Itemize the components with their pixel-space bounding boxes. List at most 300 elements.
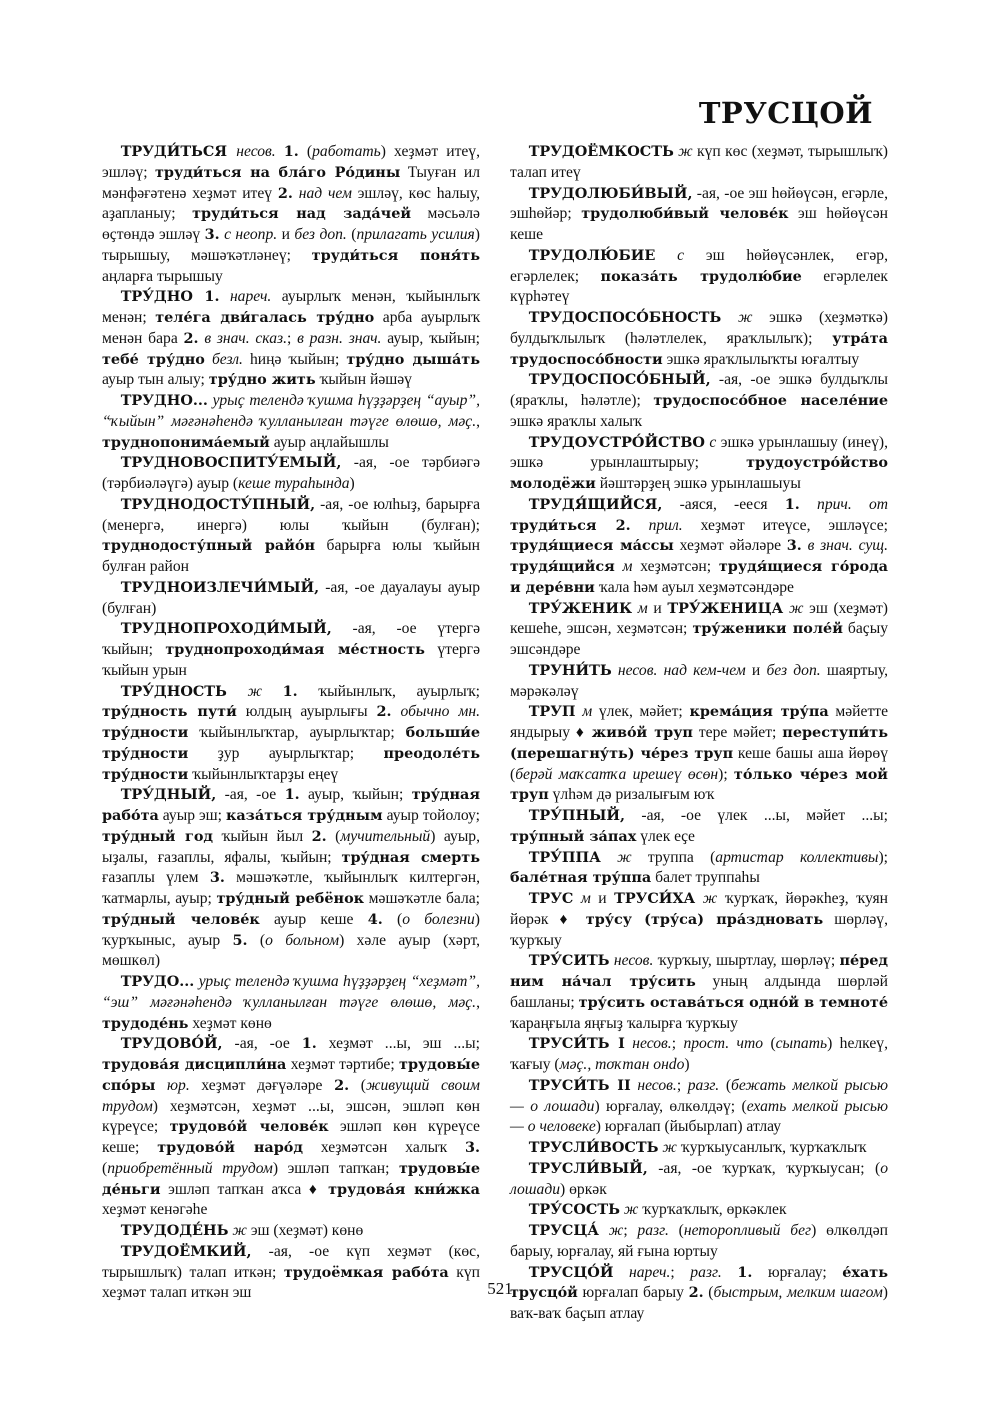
definition-text: ( — [349, 1076, 366, 1094]
headword-text: тру́дности — [102, 724, 189, 741]
grammar-label: ж — [788, 599, 804, 617]
dictionary-entry — [510, 848, 888, 890]
definition-text — [615, 558, 623, 575]
dictionary-entry — [102, 785, 480, 972]
definition-text: -ая, -ое эш һөйөүсән, егәрле, эшһөйәр; — [510, 184, 888, 223]
grammar-label: ж — [232, 1222, 247, 1239]
grammar-label: без доп. — [294, 226, 347, 243]
headword-text: ТРУ́ДНОСТЬ — [120, 682, 227, 700]
definition-text — [219, 288, 229, 305]
running-head: ТРУСЦОЙ — [698, 96, 873, 130]
definition-text: хеҙмәт ...ы, эш ...ы; — [316, 1035, 480, 1053]
headword-text: ТРУСЦО́Й — [528, 1263, 614, 1281]
dictionary-entry — [102, 972, 480, 1034]
headword-text: трудово́й челове́к — [169, 1118, 329, 1136]
headword-text: ТРУДНОИЗЛЕЧИ́МЫЙ, — [120, 578, 320, 596]
definition-text: эш һөйөүсән кеше — [510, 205, 888, 243]
headword-text: тру́дная рабо́та — [102, 786, 480, 824]
right-column — [510, 142, 888, 1325]
grammar-label: берәй маҡсатҡа ирешеү өсөн — [515, 765, 719, 783]
dictionary-entry — [510, 1221, 888, 1263]
dictionary-entry — [510, 1159, 888, 1201]
headword-text: ТРУС — [528, 890, 574, 907]
definition-text: Тыуған ил мәнфәғәтенә хеҙмәт итеү — [102, 163, 480, 202]
definition-text: хеҙмәтсән халыҡ — [303, 1139, 465, 1156]
grammar-label: быстрым, мелким шагом — [713, 1284, 883, 1302]
grammar-label: артистар коллективы — [715, 848, 879, 866]
grammar-label: м — [637, 599, 648, 617]
dictionary-entry — [510, 246, 888, 308]
definition-text: егәрлелек күрһәтеү — [510, 267, 889, 306]
definition-text — [721, 309, 738, 326]
headword-text: ТРУДОВО́Й, — [120, 1035, 223, 1053]
definition-text: юрғалап барыу — [577, 1284, 689, 1302]
headword-text: ТРУДНОПРОХОДИ́МЫЙ, — [120, 620, 332, 638]
headword-text: тру́дно жить — [208, 371, 316, 389]
headword-text: ТРУ́ДНЫЙ, — [120, 786, 217, 804]
headword-text: бале́тная тру́ппа — [510, 869, 652, 887]
grammar-label: в знач. сущ. — [807, 537, 888, 555]
grammar-label: ж — [737, 309, 753, 326]
headword-text: 2. — [688, 1284, 704, 1302]
headword-text: ТРУ́СИТЬ — [528, 952, 610, 970]
definition-text: ) ауыр, ыҙалы, ғазаплы, яфалы, ҡыйын; — [102, 827, 480, 866]
definition-text: мәшәҡәтле бала; — [364, 890, 480, 907]
definition-text — [227, 683, 248, 700]
headword-text: утра́та трудоспосо́бности — [510, 329, 888, 368]
dictionary-entry — [510, 433, 888, 495]
dictionary-entry — [102, 391, 480, 453]
dictionary-entry — [102, 682, 480, 786]
definition-text — [601, 849, 617, 866]
grammar-label: ж — [608, 1222, 624, 1239]
grammar-label: о лошади — [510, 1159, 888, 1198]
dictionary-entry — [510, 661, 888, 703]
grammar-label: с — [709, 433, 717, 451]
headword-text: 1. — [737, 1263, 753, 1281]
headword-text: трудоспосо́бное населе́ние — [653, 392, 888, 409]
definition-text — [276, 143, 284, 160]
grammar-label: работать — [312, 143, 381, 160]
headword-text: 2. — [376, 703, 392, 721]
dictionary-entry — [510, 951, 888, 1034]
headword-text: ТРУСИ́ТЬ II — [528, 1076, 631, 1094]
definition-text: үлек еҫе — [636, 827, 695, 845]
definition-text: ) һелкеү, ҡағыу ( — [510, 1035, 888, 1073]
definition-text: -ая, -ое үлек ...ы, мәйет ...ы; — [625, 807, 888, 824]
grammar-label: о больном — [265, 931, 340, 949]
grammar-label: юр. — [167, 1076, 190, 1094]
definition-text: барырға юлы ҡыйын булған район — [102, 537, 480, 575]
dictionary-entry — [510, 1138, 888, 1159]
headword-text: труди́ться на бла́го Ро́дины — [155, 163, 401, 181]
headword-text: тру́сить остава́ться одно́й в темноте́ — [578, 993, 888, 1011]
headword-text: ТРУСЦА́ — [528, 1222, 600, 1239]
definition-text: үтергә ҡыйын урын — [102, 641, 480, 679]
definition-text: аңларға тырышыу — [102, 267, 223, 285]
headword-text: 5. — [232, 931, 248, 949]
headword-text: 1. — [283, 143, 299, 160]
definition-text: ҡыйын йәшәү — [315, 371, 412, 389]
definition-text: -ая, -ое үтергә ҡыйын; — [102, 620, 480, 658]
definition-text: ҡурҡаҡ, йөрәкһеҙ, ҡуян йөрәк ♦ — [510, 890, 888, 928]
grammar-label: ж — [617, 848, 632, 866]
definition-text: -аяся, -ееся — [662, 495, 785, 513]
grammar-label: без доп. — [766, 661, 821, 679]
grammar-label: ж — [678, 143, 693, 160]
headword-text: тру́дный челове́к — [102, 910, 260, 928]
definition-text: ауыр тын алыу; — [102, 371, 209, 389]
dictionary-entry — [510, 495, 888, 599]
grammar-label: несов. — [236, 143, 276, 160]
definition-text: үлек, мәйет; — [592, 703, 690, 721]
definition-text — [262, 683, 283, 700]
headword-text: тру́пный за́пах — [510, 827, 637, 845]
definition-text: ; — [623, 1222, 638, 1239]
definition-text: ; — [676, 1076, 688, 1094]
definition-text — [655, 247, 677, 264]
grammar-label: несов. — [632, 1035, 672, 1053]
definition-text — [205, 351, 212, 368]
definition-text: ҙур ауырлыҡтар; — [188, 744, 384, 762]
dictionary-entry — [510, 1076, 888, 1138]
headword-text: трудоде́нь — [102, 1014, 189, 1032]
headword-text: тру́дный год — [102, 827, 214, 845]
definition-text: ҡыйынлыҡтар, ауырлыҡтар; — [188, 724, 406, 741]
definition-text: хеҙмәтсән; — [632, 558, 719, 575]
headword-text: трудя́щийся — [510, 558, 615, 575]
grammar-label: прич. от — [817, 495, 889, 513]
definition-text — [722, 1264, 738, 1281]
definition-text: хеҙмәт тәртибе; — [286, 1056, 400, 1073]
grammar-label: разг. — [687, 1076, 720, 1094]
dictionary-entry — [102, 1034, 480, 1221]
headword-text: труднопонима́емый — [102, 433, 270, 451]
headword-text: 3. — [786, 537, 802, 555]
definition-text: -ая, -ое — [222, 1035, 302, 1053]
dictionary-entry — [102, 453, 480, 495]
dictionary-entry — [102, 619, 480, 681]
headword-text: тру́дность пути́ — [102, 703, 237, 721]
grammar-label: урыҫ телендә ҡушма һүҙҙәрҙең “хеҙмәт”, “эш” мәғәнәһендә ҡулланылған тәүге өлөшө, мәҫ. — [102, 973, 480, 1011]
definition-text — [613, 1264, 629, 1281]
grammar-label: о болезни — [402, 910, 475, 928]
definition-text: балет труппаһы — [651, 869, 760, 887]
headword-text: е́хать трусцо́й — [510, 1263, 888, 1302]
grammar-label: ж — [702, 890, 718, 907]
grammar-label: над чем — [298, 184, 352, 202]
definition-text: эшкә урынлашыу (инеү), эшкә урынлаштырыу; — [510, 433, 888, 472]
headword-text: ТРУ́ППА — [528, 848, 601, 866]
definition-text: ) хеҙмәтсән, хеҙмәт ...ы, эшсән, эшләп көн күреүсе; — [102, 1097, 480, 1136]
grammar-label: несов. над кем-чем — [617, 661, 746, 679]
definition-text: эшләп тапҡан аҡса ♦ — [160, 1180, 329, 1198]
definition-text: ); — [718, 765, 734, 783]
definition-text: ) өркәк — [560, 1180, 607, 1198]
grammar-label: прилагать усилия — [356, 226, 475, 243]
definition-text: ҡурҡыу, шыртлау, шөрләү; — [653, 952, 840, 970]
grammar-label: нареч. — [229, 288, 272, 306]
headword-text: ТРУДОЁМКИЙ, — [120, 1242, 252, 1260]
definition-text: ҡыйынлыҡтарҙы еңеү — [188, 765, 339, 783]
definition-text: ) ваҡ-ваҡ баҫып атлау — [510, 1284, 888, 1322]
headword-text: трудя́щиеся го́рода и дере́вни — [510, 558, 888, 596]
definition-text: шаяртыу, мәрәкәләү — [510, 661, 888, 700]
headword-text: 3. — [209, 869, 225, 887]
grammar-label: неторопливый бег — [683, 1222, 812, 1239]
grammar-label: прост. что — [683, 1035, 764, 1053]
headword-text: труднодосту́пный райо́н — [102, 537, 316, 555]
headword-text: ТРУ́ДНО 1. — [120, 288, 220, 306]
definition-text: эш (хеҙмәт) көнө — [246, 1222, 364, 1239]
headword-text: ТРУДНОДОСТУ́ПНЫЙ, — [120, 495, 316, 513]
definition-text: йәштәрҙең эшкә урынлашыуы — [595, 475, 801, 492]
dictionary-entry — [510, 702, 888, 806]
definition-text: эшкә яраҡлылыҡты юғалтыу — [662, 350, 860, 368]
definition-text: ҡыйын йыл — [213, 827, 312, 845]
definition-text: һиңә ҡыйын; — [242, 350, 347, 368]
definition-text: ( — [346, 226, 357, 243]
definition-text: эшләп көн күреүсе кеше; — [102, 1118, 480, 1156]
definition-text: ауыр тойолоу; — [382, 807, 480, 824]
definition-text: күп көс (хеҙмәт, тырышлыҡ) талап итеү — [510, 143, 888, 181]
definition-text: ( — [247, 931, 266, 949]
grammar-label: безл. — [211, 350, 243, 368]
headword-text: показа́ть трудолю́бие — [600, 267, 802, 285]
headword-text: тру́дная смерть — [341, 848, 480, 866]
definition-text: күп хеҙмәт талап иткән эш — [102, 1263, 480, 1302]
headword-text: больши́е тру́дности — [102, 724, 480, 762]
headword-text: тру́дно дыша́ть — [346, 350, 480, 368]
headword-text: ТРУДОЁМКОСТЬ — [528, 143, 674, 160]
headword-text: трудоёмкая рабо́та — [283, 1263, 449, 1281]
headword-text: ТРУНИ́ТЬ — [528, 661, 612, 679]
definition-text: ; — [670, 1263, 691, 1281]
dictionary-entry — [510, 806, 888, 848]
definition-text: ) хеҙмәт итеү, эшләү; — [102, 143, 481, 181]
definition-text: -ая, -ое күп хеҙмәт (көс, тырышлыҡ) талап иткән; — [102, 1242, 480, 1281]
definition-text: ( — [382, 910, 403, 928]
definition-text: и — [590, 890, 615, 907]
definition-text: уның алдында шөрләй башланы; — [510, 973, 888, 1011]
grammar-label: разг. — [637, 1222, 669, 1239]
definition-text: ( — [326, 827, 341, 845]
grammar-label: живущий своим трудом — [102, 1076, 480, 1115]
grammar-label: ж — [247, 682, 262, 700]
headword-text: 4. — [367, 910, 383, 928]
definition-text: ) эшләп тапҡан; — [272, 1159, 400, 1177]
definition-text: тере мәйет; — [692, 724, 783, 741]
definition-text: мәшәҡәтле, ҡыйынлыҡ килтергән, ҡатмарлы, ауыр; — [102, 869, 480, 907]
headword-text: тру́женики поле́й — [692, 620, 843, 638]
definition-text — [573, 890, 580, 907]
definition-text: эшкә (хеҙмәткә) булдыҡлылыҡ (һәләтлелек, яраҡлылыҡ); — [510, 309, 888, 347]
headword-text: труди́ться поня́ть — [311, 246, 480, 264]
headword-text: живо́й труп — [591, 724, 693, 741]
definition-text: ) ҡурҡыныс, ауыр — [102, 910, 480, 949]
headword-text: трудовы́е де́ньги — [102, 1159, 480, 1198]
definition-text: и — [745, 661, 767, 679]
grammar-label: сыпать — [775, 1035, 828, 1053]
headword-text: труди́ться над зада́чей — [192, 205, 412, 223]
definition-text: -ая, -ое ҡурҡаҡ, ҡурҡыусан; ( — [647, 1159, 881, 1177]
definition-text: ғазаплы үлем — [102, 869, 210, 887]
headword-text: ТРУ́ПНЫЙ, — [528, 807, 626, 824]
definition-text — [599, 1222, 609, 1239]
headword-text: 3. — [464, 1139, 480, 1156]
dictionary-entry — [102, 1221, 480, 1242]
grammar-label: в знач. сказ. — [204, 329, 287, 347]
definition-text: хеҙмәт итеүсе, эшләүсе; — [682, 516, 888, 534]
definition-text: ( — [719, 1076, 732, 1094]
definition-text: эшләү, көс һалыу, аҙапланыу; — [102, 184, 480, 223]
definition-text: ҡыйынлыҡ, ауырлыҡ; — [297, 682, 480, 700]
definition-text: кеше башы аша йөрөү ( — [510, 744, 888, 783]
definition-text: -ая, -ое — [216, 786, 285, 804]
dictionary-entry — [510, 599, 888, 661]
definition-text: ( — [102, 1159, 108, 1177]
headword-text: ТРУДЯ́ЩИЙСЯ, — [528, 495, 663, 513]
headword-text: ТРУ́СОСТЬ — [528, 1201, 620, 1219]
definition-text: ) хәле ауыр (хәрт, мөшкөл) — [102, 931, 480, 970]
definition-text: ); — [878, 848, 888, 866]
grammar-label: м — [622, 558, 633, 575]
headword-text: теле́га дви́галась тру́дно — [155, 309, 375, 326]
definition-text — [631, 517, 649, 534]
definition-text: ауыр кеше — [259, 910, 368, 928]
dictionary-entry — [102, 142, 480, 287]
definition-text: и — [277, 226, 295, 243]
definition-text: үлһәм дә ризалығым юҡ — [548, 786, 715, 804]
dictionary-entry — [102, 287, 480, 391]
headword-text: крема́ция тру́па — [689, 703, 829, 721]
headword-text: ТРУ́ЖЕНИК — [528, 599, 633, 617]
definition-text: мәйетте яндырыу ♦ — [510, 703, 888, 741]
grammar-label: с — [677, 246, 685, 264]
dictionary-entry — [510, 1200, 888, 1221]
headword-text: пе́ред ним на́чал тру́сить — [510, 952, 888, 990]
definition-text: ауыр, ҡыйын; — [381, 329, 480, 347]
definition-text: ҡала һәм ауыл хеҙмәтсәндәре — [594, 578, 794, 596]
definition-text: хеҙмәт кенәгәһе — [102, 1201, 208, 1219]
headword-text: тру́су (тру́са) пра́здновать — [585, 910, 824, 928]
grammar-label: ехать мелкой рысью — о человеке — [510, 1097, 889, 1136]
headword-text: трудолюби́вый челове́к — [581, 205, 789, 223]
definition-text: ҡараңғыла яңғыҙ ҡалырға ҡурҡыу — [510, 1014, 738, 1032]
definition-text: -ая, -ое тәрбиәгә (тәрбиәләүгә) ауыр ( — [102, 454, 480, 492]
dictionary-entry — [510, 889, 888, 951]
definition-text — [155, 1077, 167, 1094]
definition-text — [695, 890, 702, 907]
headword-text: ТРУДНО... — [120, 392, 208, 409]
definition-text: ( — [703, 1284, 714, 1302]
definition-text: ( — [668, 1222, 684, 1239]
definition-text: -ая, -ое дауалауы ауыр (булған) — [102, 578, 480, 617]
definition-text: ) юрғалап (йыбырлап) атлау — [595, 1118, 782, 1136]
dictionary-entry — [102, 495, 480, 578]
headword-text: 2. — [277, 184, 293, 202]
headword-text: 2. — [311, 827, 327, 845]
definition-text: баҫыу эшсәндәре — [510, 620, 888, 658]
headword-text: ТРУСИ́ХА — [614, 890, 696, 907]
grammar-label: в разн. знач. — [297, 329, 382, 347]
headword-text: тебе́ тру́дно — [102, 350, 205, 368]
headword-text: 1. — [284, 786, 300, 804]
headword-text: 2. — [334, 1076, 350, 1094]
definition-text: юлдың ауырлығы — [236, 703, 377, 721]
definition-text: мәсьәлә өҫтөндә эшләү — [102, 205, 480, 243]
dictionary-entry — [510, 370, 888, 432]
headword-text: 1. — [784, 495, 800, 513]
definition-text: хеҙмәт әйәләре — [673, 537, 787, 555]
definition-text: ҡурҡыусанлыҡ, ҡурҡаҡлыҡ — [676, 1139, 867, 1156]
definition-text: ауыр аңлайышлы — [269, 433, 389, 451]
definition-text: , — [476, 412, 480, 430]
definition-text: ; — [671, 1035, 684, 1053]
definition-text: и — [647, 599, 668, 617]
definition-text: арба ауырлыҡ менән бара — [102, 309, 481, 347]
definition-text: ауыр, ҡыйын; — [299, 786, 412, 804]
headword-text: ТРУДОСПОСО́БНЫЙ, — [528, 371, 711, 389]
headword-text: трудова́я кни́жка — [328, 1180, 480, 1198]
headword-text: ТРУ́ЖЕНИЦА — [667, 599, 784, 617]
headword-text: ТРУДИ́ТЬСЯ — [120, 143, 237, 160]
definition-text: ( — [298, 143, 313, 160]
headword-text: 1. — [282, 682, 298, 700]
definition-text — [392, 703, 401, 720]
headword-text: трудовы́е спо́ры — [102, 1056, 480, 1094]
grammar-label: несов. — [637, 1076, 677, 1094]
grammar-label: ж — [662, 1139, 677, 1156]
grammar-label: м — [582, 703, 593, 721]
definition-text: -ая, -ое эшкә булдыҡлы (яраҡлы, һәләтле); — [510, 371, 888, 409]
headword-text: ТРУДОСПОСО́БНОСТЬ — [528, 309, 722, 326]
definition-text: ҡурҡаҡлыҡ, өркәклек — [638, 1201, 787, 1219]
definition-text: ( — [763, 1035, 776, 1053]
definition-text: ) юрғалау, өлкөлдәү; ( — [594, 1097, 747, 1115]
definition-text: , — [476, 993, 480, 1011]
definition-text: ауыр эш; — [158, 807, 226, 824]
headword-text: 1. — [301, 1035, 317, 1053]
headword-text: трудоустро́йство молодёжи — [510, 454, 888, 492]
definition-text: хеҙмәт дәғүәләре — [189, 1076, 335, 1094]
definition-text: ) — [684, 1056, 690, 1073]
headword-text: ТРУСЛИ́ВЫЙ, — [528, 1159, 648, 1177]
headword-text: переступи́ть (перешагну́ть) че́рез труп — [510, 724, 888, 762]
definition-text: ) өлкөлдәп барыу, юрғалау, яй ғына юртыу — [510, 1222, 889, 1260]
grammar-label: обычно мн. — [400, 703, 480, 721]
headword-text: ТРУДОЛЮБИ́ВЫЙ, — [528, 184, 693, 202]
headword-text: ТРУДОЛЮ́БИЕ — [528, 246, 656, 264]
definition-text: хеҙмәт көнө — [188, 1014, 272, 1032]
definition-text: -ая, -ое юлһыҙ, барырға (менергә, инергә) юлы ҡыйын (булған); — [102, 495, 480, 534]
definition-text: эш һөйөүсәнлек, егәр, егәрлелек; — [510, 246, 888, 285]
dictionary-entry — [510, 142, 888, 184]
headword-text: преодоле́ть тру́дности — [102, 744, 480, 783]
grammar-label: урыҫ телендә ҡушма һүҙҙәрҙең “ауыр”, “ҡыйын” мәғәнәһендә ҡулланылған тәүге өлөшө, мәҫ. — [102, 392, 480, 430]
grammar-label: нареч. — [629, 1263, 671, 1281]
definition-text: ; — [286, 329, 298, 347]
definition-text: юрғалау; — [752, 1263, 843, 1281]
page-number: 521 — [487, 1279, 513, 1298]
headword-text: ТРУДОУСТРО́ЙСТВО — [528, 433, 705, 451]
headword-text: то́лько че́рез мой труп — [510, 765, 888, 804]
dictionary-entry — [510, 308, 888, 370]
headword-text: каза́ться тру́дным — [225, 807, 383, 824]
headword-text: ТРУДНОВОСПИТУ́ЕМЫЙ, — [120, 454, 342, 472]
grammar-label: м — [580, 890, 591, 907]
definition-text — [800, 496, 817, 513]
